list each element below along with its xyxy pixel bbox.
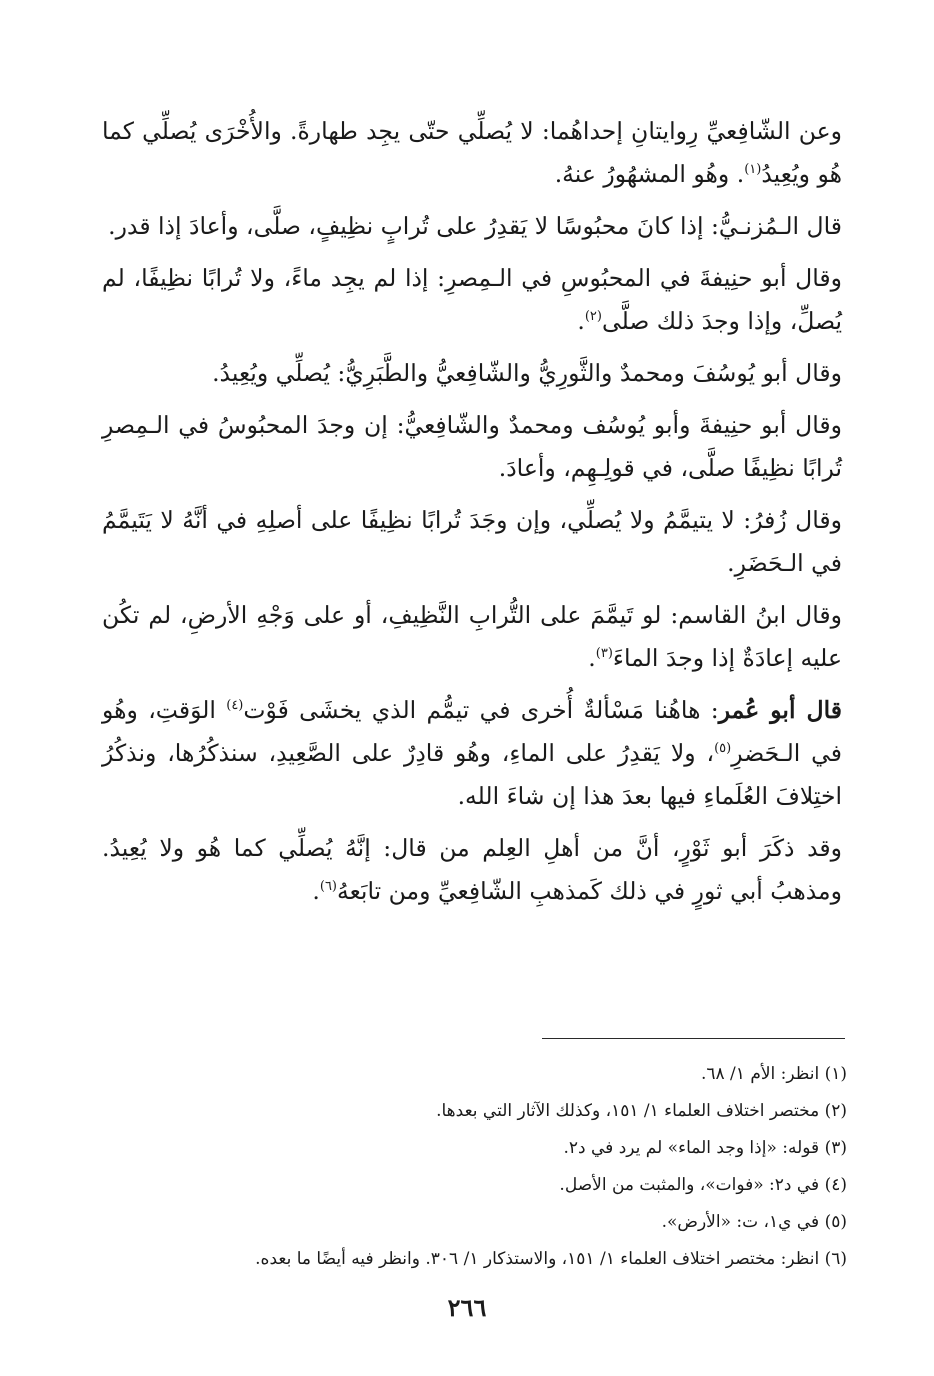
footnote-ref-2[interactable]: (٢) bbox=[584, 309, 602, 325]
paragraph-muzani: قال الـمُزنـيُّ: إذا كانَ محبُوسًا لا يَقدِرُ على تُرابٍ نظِيفٍ، صلَّى، وأعادَ إذا قدر. bbox=[108, 212, 842, 240]
footnote-ref-6[interactable]: (٦) bbox=[319, 879, 337, 895]
paragraph-abu-hanifa-2: وقال أبو حنِيفةَ وأبو يُوسُف ومحمدٌ والشّافِعيُّ: إن وجدَ المحبُوسُ في الـمِصرِ تُرابًا نظِيفًا صلَّى، في قولِـهِم، وأعادَ. bbox=[102, 411, 842, 482]
footnote-3: (٣) قوله: «إذا وجد الماء» لم يرد في د٢. bbox=[563, 1138, 847, 1158]
footnote-separator bbox=[542, 1038, 845, 1039]
paragraph-abu-yusuf: وقال أبو يُوسُفَ ومحمدٌ والثَّورِيُّ والشّافِعيُّ والطَّبَرِيُّ: يُصلِّي ويُعِيدُ. bbox=[212, 359, 842, 387]
paragraph-ibn-qasim: وقال ابنُ القاسم: لو تَيمَّمَ على التُّرابِ النَّظِيفِ، أو على وَجْهِ الأرضِ، لم تكُن عليه إعادَةٌ إذا وجدَ الماءَ$^{(٣)}$. bbox=[102, 601, 842, 672]
author-heading: قال أبو عُمر bbox=[718, 696, 842, 724]
paragraph-shafii: وعن الشّافِعيِّ رِوايتانِ إحداهُما: لا يُصلِّي حتّى يجِد طهارةً. والأُخْرَى يُصلِّي كما هُو ويُعِيدُ$^{(١)}$. وهُو المشهُورُ عنهُ. bbox=[102, 117, 842, 188]
footnote-ref-4[interactable]: (٤) bbox=[226, 698, 244, 714]
paragraph-zufar: وقال زُفرُ: لا يتيمَّمُ ولا يُصلِّي، وإن وجَدَ تُرابًا نظِيفًا على أصلِهِ في أنَّهُ لا يَتَيمَّمُ في الـحَضَرِ. bbox=[102, 506, 842, 577]
page-number: ٢٦٦ bbox=[447, 1293, 487, 1322]
paragraph-abu-umar: قال أبو عُمر: هاهُنا مَسْألةٌ أُخرى في تيمُّم الذي يخشَى فَوْت$^{(٤)}$ الوَقتِ، وهُو في الـحَضرِ$^{(٥)}$، ولا يَقدِرُ على الماءِ، وهُو قادِرٌ على الصَّعِيدِ، سنذكُرُها، ونذكُرُ اختِلافَ العُلَماءِ فيها بعدَ هذا إن شاءَ الله. bbox=[102, 696, 842, 810]
footnote-5: (٥) في ي١، ت: «الأرض». bbox=[661, 1212, 847, 1232]
footnote-6: (٦) انظر: مختصر اختلاف العلماء ١/ ١٥١، والاستذكار ١/ ٣٠٦. وانظر فيه أيضًا ما بعده. bbox=[255, 1249, 847, 1269]
footnote-ref-3[interactable]: (٣) bbox=[595, 646, 613, 662]
paragraph-abu-hanifa-1: وقال أبو حنِيفةَ في المحبُوسِ في الـمِصرِ: إذا لم يجِد ماءً، ولا تُرابًا نظِيفًا، لم يُصلِّ، وإذا وجدَ ذلك صلَّى$^{(٢)}$. bbox=[102, 264, 842, 335]
footnote-4: (٤) في د٢: «فوات»، والمثبت من الأصل. bbox=[559, 1175, 847, 1195]
footnote-1: (١) انظر: الأم ١/ ٦٨. bbox=[700, 1064, 847, 1084]
footnote-ref-5[interactable]: (٥) bbox=[714, 741, 732, 757]
footnote-2: (٢) مختصر اختلاف العلماء ١/ ١٥١، وكذلك الآثار التي بعدها. bbox=[436, 1101, 847, 1121]
footnotes-section bbox=[102, 1056, 847, 1278]
footnote-ref-1[interactable]: (١) bbox=[744, 162, 762, 178]
main-text bbox=[102, 110, 842, 922]
paragraph-abu-thawr: وقد ذكَرَ أبو ثَوْرٍ، أنَّ من أهلِ العِلم من قال: إنَّهُ يُصلِّي كما هُو ولا يُعِيدُ. ومذهبُ أبي ثورٍ في ذلك كَمذهبِ الشّافِعيِّ ومن تابَعهُ$^{(٦)}$. bbox=[102, 834, 842, 905]
